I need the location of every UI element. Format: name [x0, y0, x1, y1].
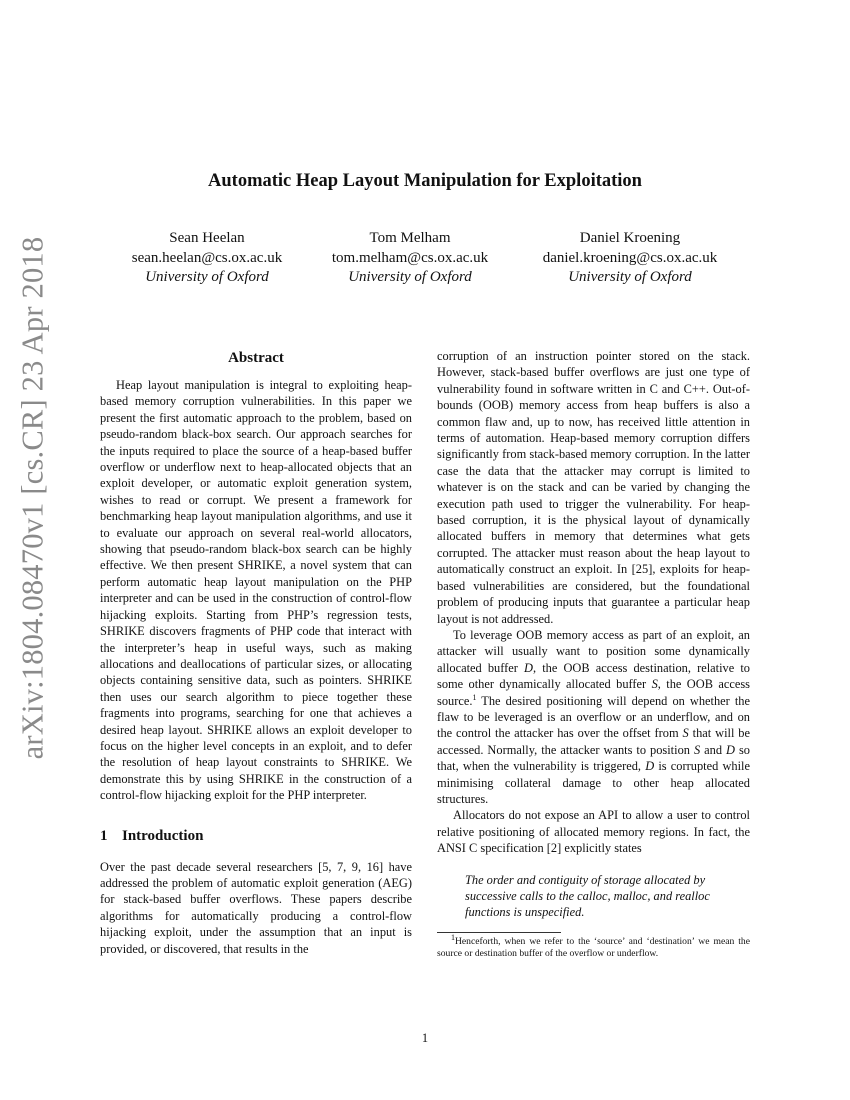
footnote-mark: 1: [451, 932, 455, 942]
footnote-marker: 1: [472, 692, 477, 702]
intro-paragraph-3: Allocators do not expose an API to allow a user to control relative positioning of allocated memory regions. In fact, the ANSI C specification [2] explicitly states: [437, 808, 750, 856]
intro-paragraph-1-continued: corruption of an instruction pointer stored on the stack. However, stack-based buffer overflows are just one type of vulnerability found in software written in C and C++. Out-of-bounds (OOB) memory access from heap buffers is also a common flaw and, up to now, has received little attention in terms of automation. Heap-based memory corruption differs significantly from stack-based memory corruption. In the latter case the data that the attacker may corrupt is limited to whatever is on the stack and can be varied by changing the execution path used to trigger the vulnerability. For heap-based corruption, it is the physical layout of dynamically allocated buffers in memory that determines what gets corrupted. The attacker must reason about the heap layout to automatically construct an exploit. In [25], exploits for heap-based vulnerabilities are considered, but the foundational problem of producing inputs that guarantee a particular heap layout is not addressed.: [437, 349, 750, 626]
section-title: Introduction: [122, 827, 204, 844]
footnote: [437, 932, 750, 961]
left-column: [100, 348, 412, 957]
author-email: sean.heelan@cs.ox.ac.uk: [131, 249, 283, 266]
author-affiliation: University of Oxford: [145, 269, 269, 285]
intro-paragraph-1: Over the past decade several researchers [5, 7, 9, 16] have addressed the problem of automatic exploit generation (AEG) for stack-based buffer overflows. These papers describe algorithms for automatically producing a control-flow hijacking exploit, under the assumption that an input is provided, or discovered, that results in the: [100, 859, 412, 956]
author-affiliation: University of Oxford: [348, 269, 472, 285]
footnote-text: Henceforth, when we refer to the ‘source’ and ‘destination’ we mean the source or destination buffer of the overflow or underflow.: [437, 935, 750, 960]
author-name: Tom Melham: [369, 230, 451, 246]
abstract-heading: Abstract: [228, 350, 284, 366]
arxiv-identifier: arXiv:1804.08470v1 [cs.CR] 23 Apr 2018: [15, 236, 50, 760]
text-run: so that, when the vulnerability is triggered,: [437, 742, 750, 774]
author-block: [290, 229, 530, 288]
math-variable: D: [645, 759, 655, 774]
text-run: To leverage OOB memory access as part of an exploit, an attacker will usually want to position some dynamically allocated buffer: [437, 627, 750, 675]
page-number: 1: [421, 1031, 429, 1045]
author-name: Sean Heelan: [169, 230, 245, 246]
author-name: Daniel Kroening: [579, 230, 681, 246]
math-variable: D: [726, 742, 735, 757]
right-column: [437, 348, 750, 961]
section-number: 1: [100, 827, 108, 844]
text-run: that will be accessed. Normally, the attacker wants to position: [437, 726, 750, 757]
author-email: daniel.kroening@cs.ox.ac.uk: [542, 249, 718, 266]
footnote-divider: [437, 932, 561, 933]
math-variable: S: [682, 726, 689, 741]
author-affiliation: University of Oxford: [568, 269, 692, 285]
block-quote: The order and contiguity of storage allocated by successive calls to the calloc, malloc, and realloc functions is unspecified.: [465, 872, 710, 920]
text-run: , the OOB access destination, relative to some other dynamically allocated buffer: [437, 660, 750, 692]
author-block: [510, 229, 750, 288]
section-heading: [100, 826, 412, 846]
text-run: and: [700, 742, 727, 757]
abstract-text: Heap layout manipulation is integral to exploiting heap-based memory corruption vulnerabilities. In this paper we present the first automatic approach to the problem, based on pseudo-random black-box search. Our approach searches for the inputs required to place the source of a heap-based buffer overflow or underflow next to heap-allocated objects that an exploit developer, or automatic exploit generation system, wishes to read or corrupt. We present a framework for benchmarking heap layout manipulation algorithms, and use it to evaluate our approach on several real-world allocators, showing that pseudo-random black-box search can be highly effective. We then present SHRIKE, a novel system that can perform automatic heap layout manipulation on the PHP interpreter and can be used in the construction of control-flow hijacking exploits. Starting from PHP’s regression tests, SHRIKE discovers fragments of PHP code that interact with the interpreter’s heap in useful ways, such as making allocations and deallocations of particular sizes, or allocating objects containing sensitive data, such as pointers. SHRIKE then uses our search algorithm to piece together these fragments into programs, searching for one that achieves a desired heap layout. SHRIKE allows an exploit developer to focus on the higher level concepts in an exploit, and to defer the resolution of heap layout constraints to SHRIKE. We demonstrate this by using SHRIKE in the construction of a control-flow hijacking exploit for the PHP interpreter.: [100, 378, 412, 803]
math-variable: S: [651, 677, 658, 692]
math-variable: D: [524, 660, 533, 675]
math-variable: S: [693, 742, 701, 757]
arxiv-side-stamp: [0, 0, 70, 1100]
text-run: The desired positioning will depend on whether the flaw to be leveraged is an overflow or an underflow, and on the control the attacker has over the offset from: [437, 693, 750, 741]
text-run: is corrupted while minimising collateral damage to other heap allocated structures.: [437, 759, 750, 806]
paper-title: Automatic Heap Layout Manipulation for Exploitation: [208, 171, 642, 191]
text-run: , the OOB access source.: [437, 677, 750, 708]
intro-paragraph-2: [437, 627, 750, 807]
author-email: tom.melham@cs.ox.ac.uk: [331, 249, 489, 266]
